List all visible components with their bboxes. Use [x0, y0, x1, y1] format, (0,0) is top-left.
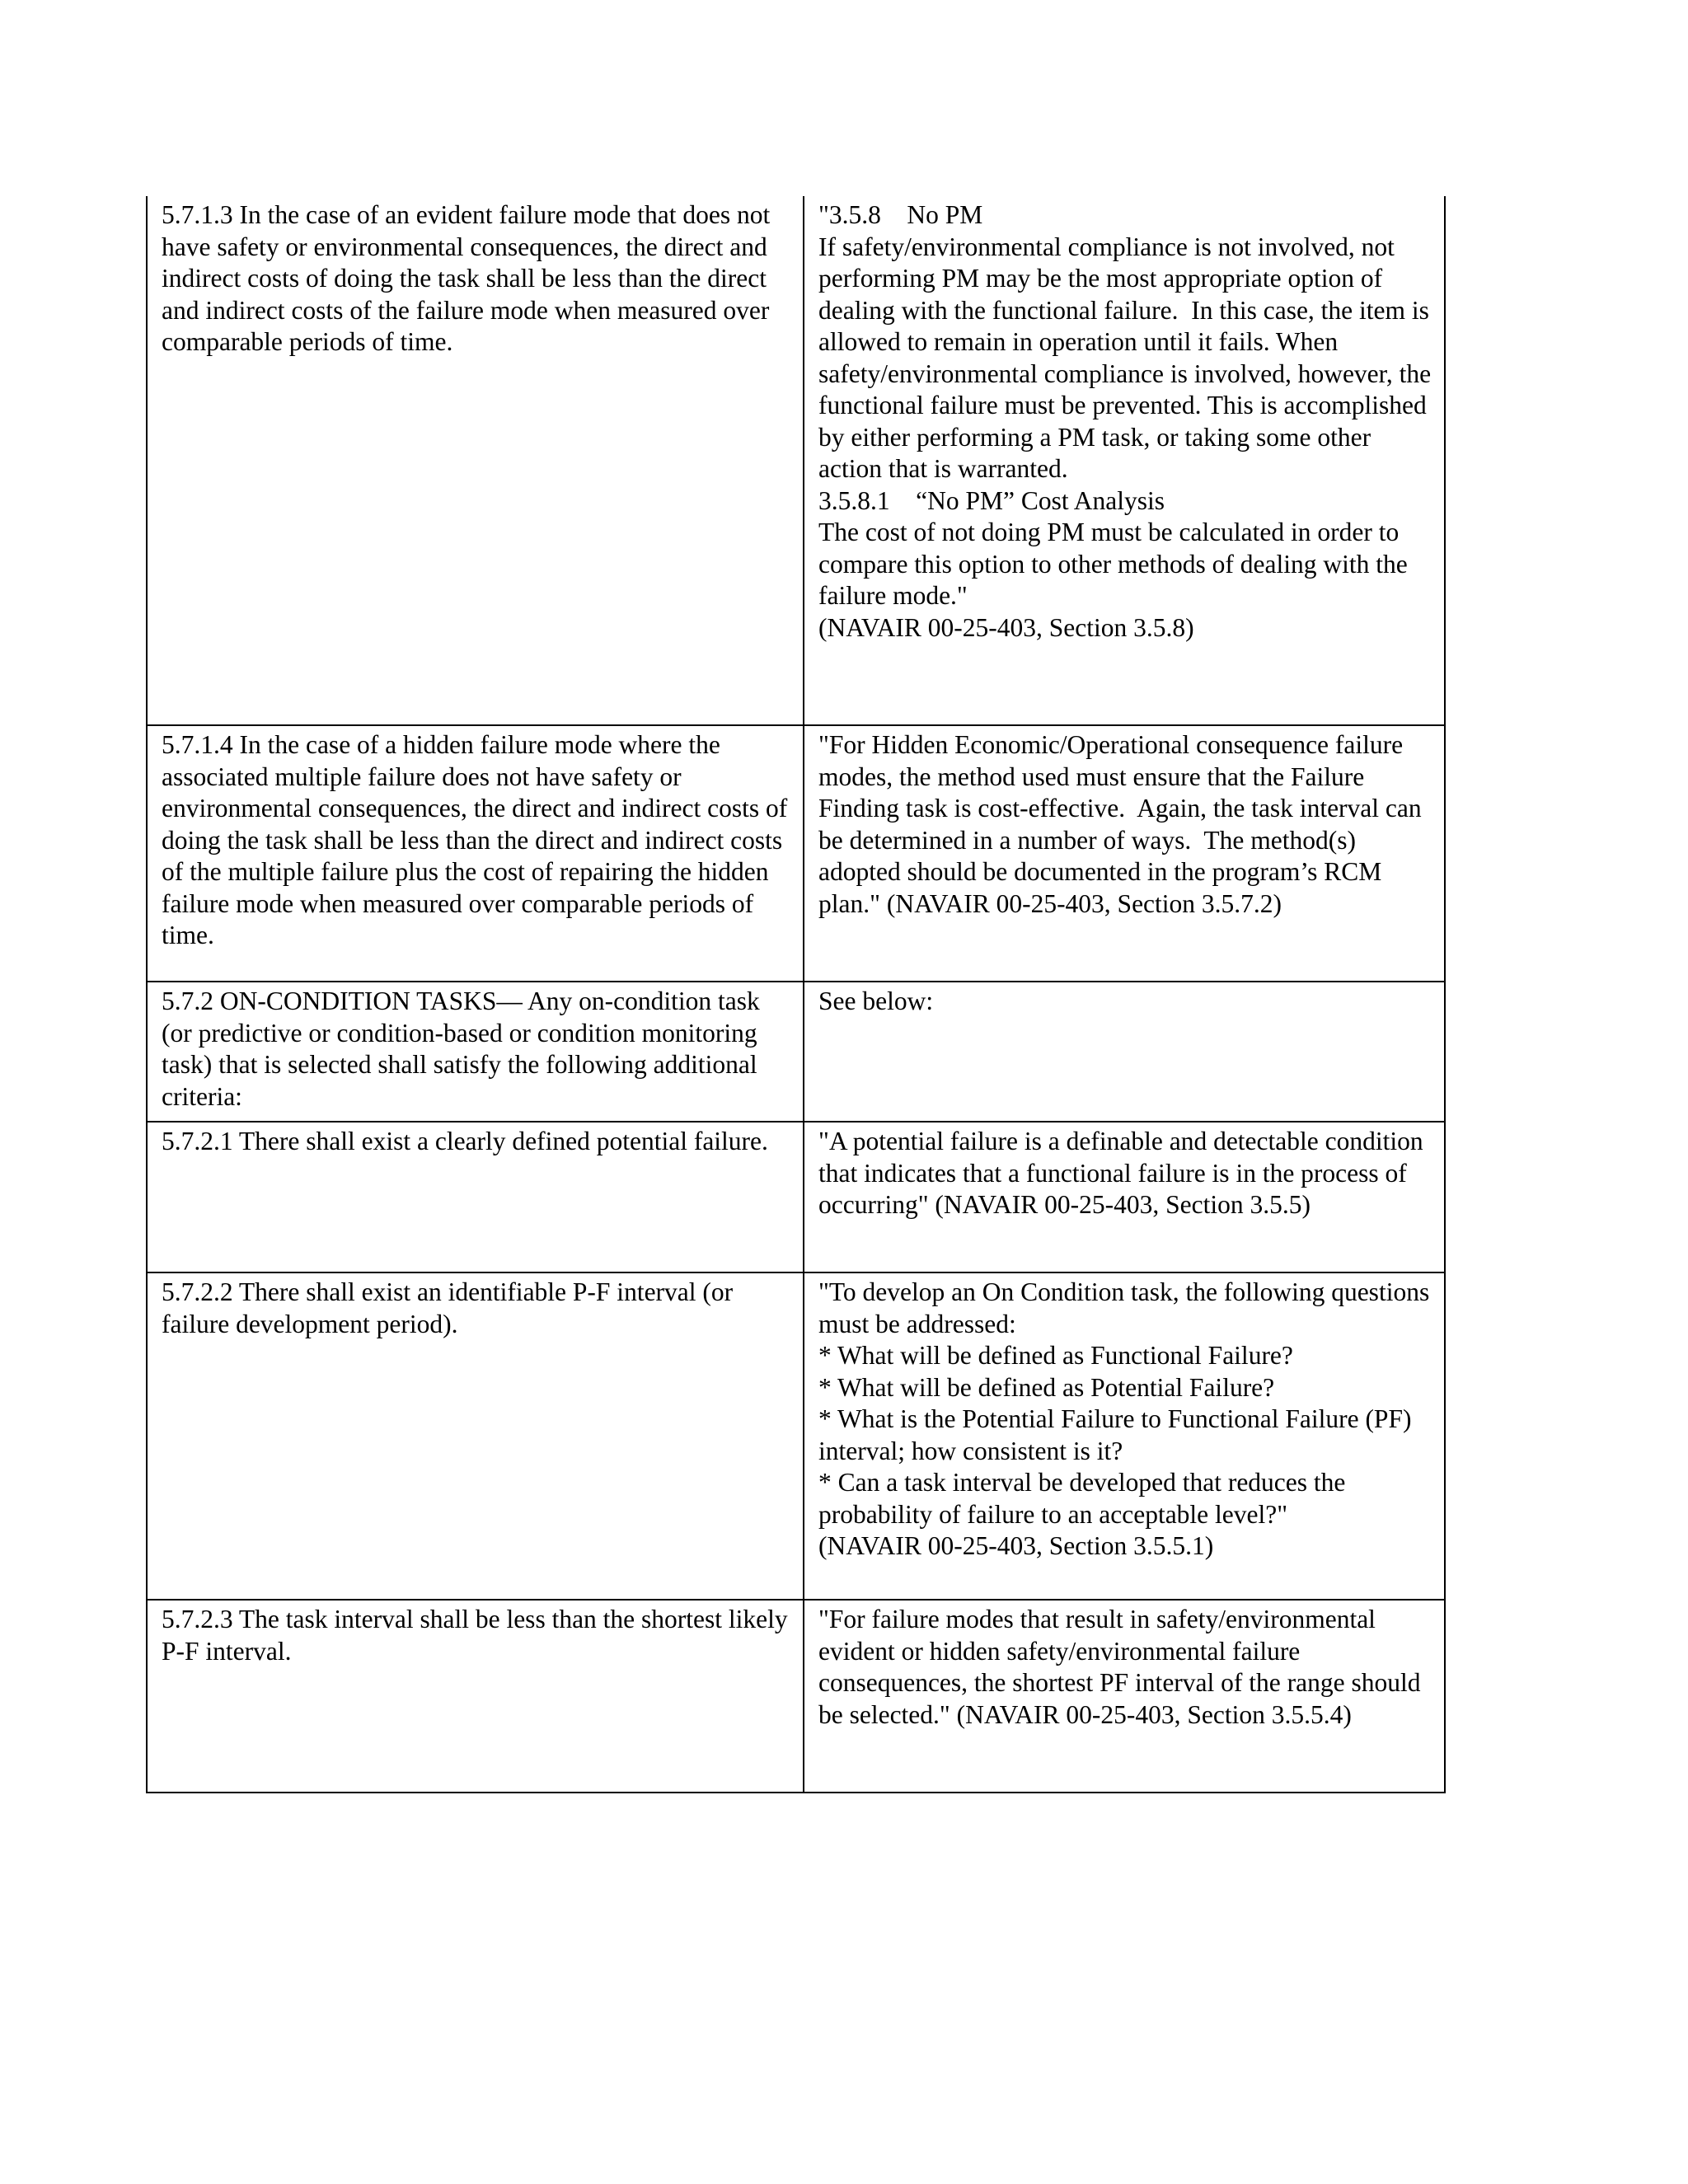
- requirement-cell: [147, 196, 804, 725]
- requirement-cell: [147, 725, 804, 982]
- requirement-text: 5.7.2.3 The task interval shall be less than the shortest likely P-F interval.: [162, 1605, 795, 1666]
- reference-text: "For failure modes that result in safety/environmental evident or hidden safety/environmental failure consequences, the shortest PF interval of the range should be selected." (NAVAIR 00-25-403, Section 3.5.5.4): [818, 1605, 1428, 1729]
- reference-text: "A potential failure is a definable and detectable condition that indicates that a functional failure is in the process of occurring" (NAVAIR 00-25-403, Section 3.5.5): [818, 1127, 1430, 1219]
- requirement-text: 5.7.2.1 There shall exist a clearly defined potential failure.: [162, 1127, 768, 1155]
- requirement-text: 5.7.1.3 In the case of an evident failure mode that does not have safety or environmental consequences, the direct and indirect costs of doing the task shall be less than the direct and indirect costs of the failure mode when measured over comparable periods of time.: [162, 200, 777, 356]
- reference-cell: [804, 725, 1445, 982]
- requirements-comparison-table: [146, 196, 1446, 1793]
- requirement-text: 5.7.1.4 In the case of a hidden failure mode where the associated multiple failure does not have safety or environmental consequences, the direct and indirect costs of doing the task shall be less than the direct and indirect costs of the multiple failure plus the cost of repairing the hidden failure mode when measured over comparable periods of time.: [162, 730, 795, 949]
- reference-text: "3.5.8 No PM If safety/environmental compliance is not involved, not performing PM may be the most appropriate option of dealing with the functional failure. In this case, the item is allowed to remain in operation until it fails. When safety/environmental compliance is involved, however, the functional failure must be prevented. This is accomplished by either performing a PM task, or taking some other action that is warranted. 3.5.8.1 “No PM” Cost Analysis The cost of not doing PM must be calculated in order to compare this option to other methods of dealing with the failure mode." (NAVAIR 00-25-403, Section 3.5.8): [818, 200, 1432, 642]
- requirement-cell: [147, 1272, 804, 1600]
- table-row: [147, 1122, 1445, 1272]
- requirement-cell: [147, 982, 804, 1122]
- table-row: [147, 196, 1445, 725]
- reference-cell: [804, 1122, 1445, 1272]
- reference-cell: [804, 1600, 1445, 1793]
- table-row: [147, 725, 1445, 982]
- requirement-cell: [147, 1600, 804, 1793]
- reference-text: "For Hidden Economic/Operational consequence failure modes, the method used must ensure that the Failure Finding task is cost-effective. Again, the task interval can be determined in a number of ways. The method(s) adopted should be documented in the program’s RCM plan." (NAVAIR 00-25-403, Section 3.5.7.2): [818, 730, 1428, 918]
- reference-cell: [804, 196, 1445, 725]
- table-row: [147, 982, 1445, 1122]
- reference-cell: [804, 1272, 1445, 1600]
- reference-text: See below:: [818, 987, 934, 1015]
- requirement-cell: [147, 1122, 804, 1272]
- table-row: [147, 1600, 1445, 1793]
- reference-cell: [804, 982, 1445, 1122]
- requirement-text: 5.7.2 ON-CONDITION TASKS— Any on-condition task (or predictive or condition-based or condition monitoring task) that is selected shall satisfy the following additional criteria:: [162, 987, 767, 1111]
- table-row: [147, 1272, 1445, 1600]
- reference-text: "To develop an On Condition task, the following questions must be addressed: * What will be defined as Functional Failure? * What will be defined as Potential Failure? * What is the Potential Failure to Functional Failure (PF) interval; how consistent is it? * Can a task interval be developed that reduces the probability of failure to an acceptable level?" (NAVAIR 00-25-403, Section 3.5.5.1): [818, 1277, 1430, 1560]
- requirement-text: 5.7.2.2 There shall exist an identifiable P-F interval (or failure development period).: [162, 1277, 739, 1338]
